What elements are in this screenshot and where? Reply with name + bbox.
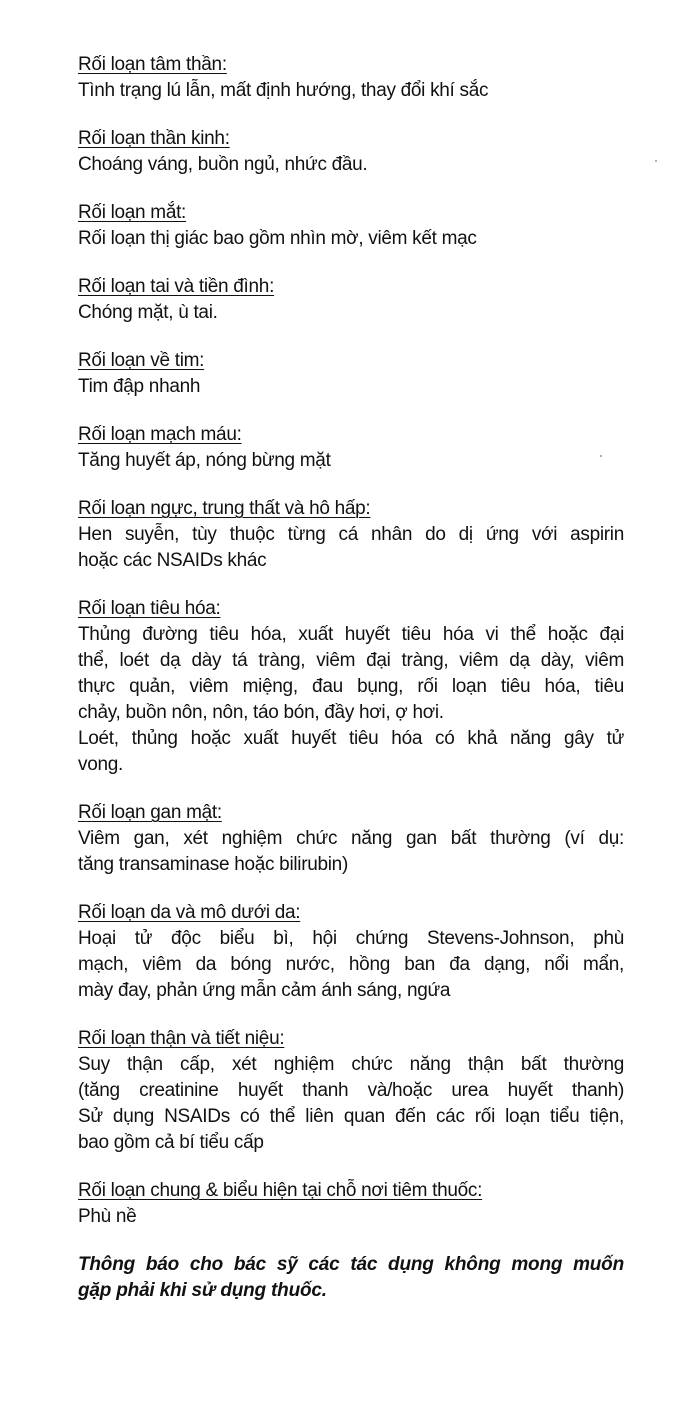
section-text: Viêm gan, xét nghiệm chức năng gan bất thường (ví dụ:	[78, 828, 624, 849]
section-psychiatric	[78, 52, 624, 104]
section-skin	[78, 900, 624, 1004]
section-heading: Rối loạn mạch máu:	[78, 424, 242, 445]
section-heading: Rối loạn tai và tiền đình:	[78, 276, 275, 297]
section-text: Rối loạn thị giác bao gồm nhìn mờ, viêm kết mạc	[78, 228, 477, 249]
section-text: Tăng huyết áp, nóng bừng mặt	[78, 450, 331, 471]
section-text: Phù nề	[78, 1206, 137, 1227]
section-text: Loét, thủng hoặc xuất huyết tiêu hóa có khả năng gây tử	[78, 728, 624, 749]
notice-line: Thông báo cho bác sỹ các tác dụng không mong muốn	[78, 1254, 624, 1275]
scan-speck	[600, 455, 602, 457]
section-text: tăng transaminase hoặc bilirubin)	[78, 854, 348, 875]
section-eye	[78, 200, 624, 252]
section-text: mạch, viêm da bóng nước, hồng ban đa dạng, nổi mẩn,	[78, 954, 624, 975]
section-gastrointestinal	[78, 596, 624, 778]
document-page	[78, 52, 624, 1304]
section-heading: Rối loạn tiêu hóa:	[78, 598, 221, 619]
section-text: thể, loét dạ dày tá tràng, viêm đại tràng, viêm dạ dày, viêm	[78, 650, 624, 671]
section-respiratory	[78, 496, 624, 574]
section-heading: Rối loạn ngực, trung thất và hô hấp:	[78, 498, 371, 519]
section-text: thực quản, viêm miệng, đau bụng, rối loạn tiêu hóa, tiêu	[78, 676, 624, 697]
section-heading: Rối loạn mắt:	[78, 202, 187, 223]
section-cardiac	[78, 348, 624, 400]
section-heading: Rối loạn gan mật:	[78, 802, 222, 823]
section-heading: Rối loạn thận và tiết niệu:	[78, 1028, 285, 1049]
section-text: bao gồm cả bí tiểu cấp	[78, 1132, 264, 1153]
section-text: Thủng đường tiêu hóa, xuất huyết tiêu hóa vi thể hoặc đại	[78, 624, 624, 645]
section-heading: Rối loạn thần kinh:	[78, 128, 230, 149]
section-text: Chóng mặt, ù tai.	[78, 302, 218, 323]
section-text: Sử dụng NSAIDs có thể liên quan đến các rối loạn tiểu tiện,	[78, 1106, 624, 1127]
doctor-notice	[78, 1252, 624, 1304]
section-renal	[78, 1026, 624, 1156]
section-heading: Rối loạn tâm thần:	[78, 54, 227, 75]
section-nervous	[78, 126, 624, 178]
section-text: mày đay, phản ứng mẫn cảm ánh sáng, ngứa	[78, 980, 451, 1001]
section-heading: Rối loạn chung & biểu hiện tại chỗ nơi tiêm thuốc:	[78, 1180, 483, 1201]
section-text: vong.	[78, 754, 123, 775]
section-vascular	[78, 422, 624, 474]
section-heading: Rối loạn da và mô dưới da:	[78, 902, 301, 923]
section-heading: Rối loạn về tim:	[78, 350, 205, 371]
section-general	[78, 1178, 624, 1230]
section-ear	[78, 274, 624, 326]
section-text: hoặc các NSAIDs khác	[78, 550, 267, 571]
notice-line: gặp phải khi sử dụng thuốc.	[78, 1280, 327, 1301]
section-text: Choáng váng, buồn ngủ, nhức đầu.	[78, 154, 368, 175]
section-text: Hen suyễn, tùy thuộc từng cá nhân do dị ứng với aspirin	[78, 524, 624, 545]
section-text: (tăng creatinine huyết thanh và/hoặc urea huyết thanh)	[78, 1080, 624, 1101]
section-text: chảy, buồn nôn, nôn, táo bón, đầy hơi, ợ hơi.	[78, 702, 444, 723]
section-text: Suy thận cấp, xét nghiệm chức năng thận bất thường	[78, 1054, 624, 1075]
section-hepatobiliary	[78, 800, 624, 878]
section-text: Tình trạng lú lẫn, mất định hướng, thay đổi khí sắc	[78, 80, 489, 101]
section-text: Tim đập nhanh	[78, 376, 201, 397]
section-text: Hoại tử độc biểu bì, hội chứng Stevens-Johnson, phù	[78, 928, 624, 949]
scan-speck	[655, 160, 657, 162]
